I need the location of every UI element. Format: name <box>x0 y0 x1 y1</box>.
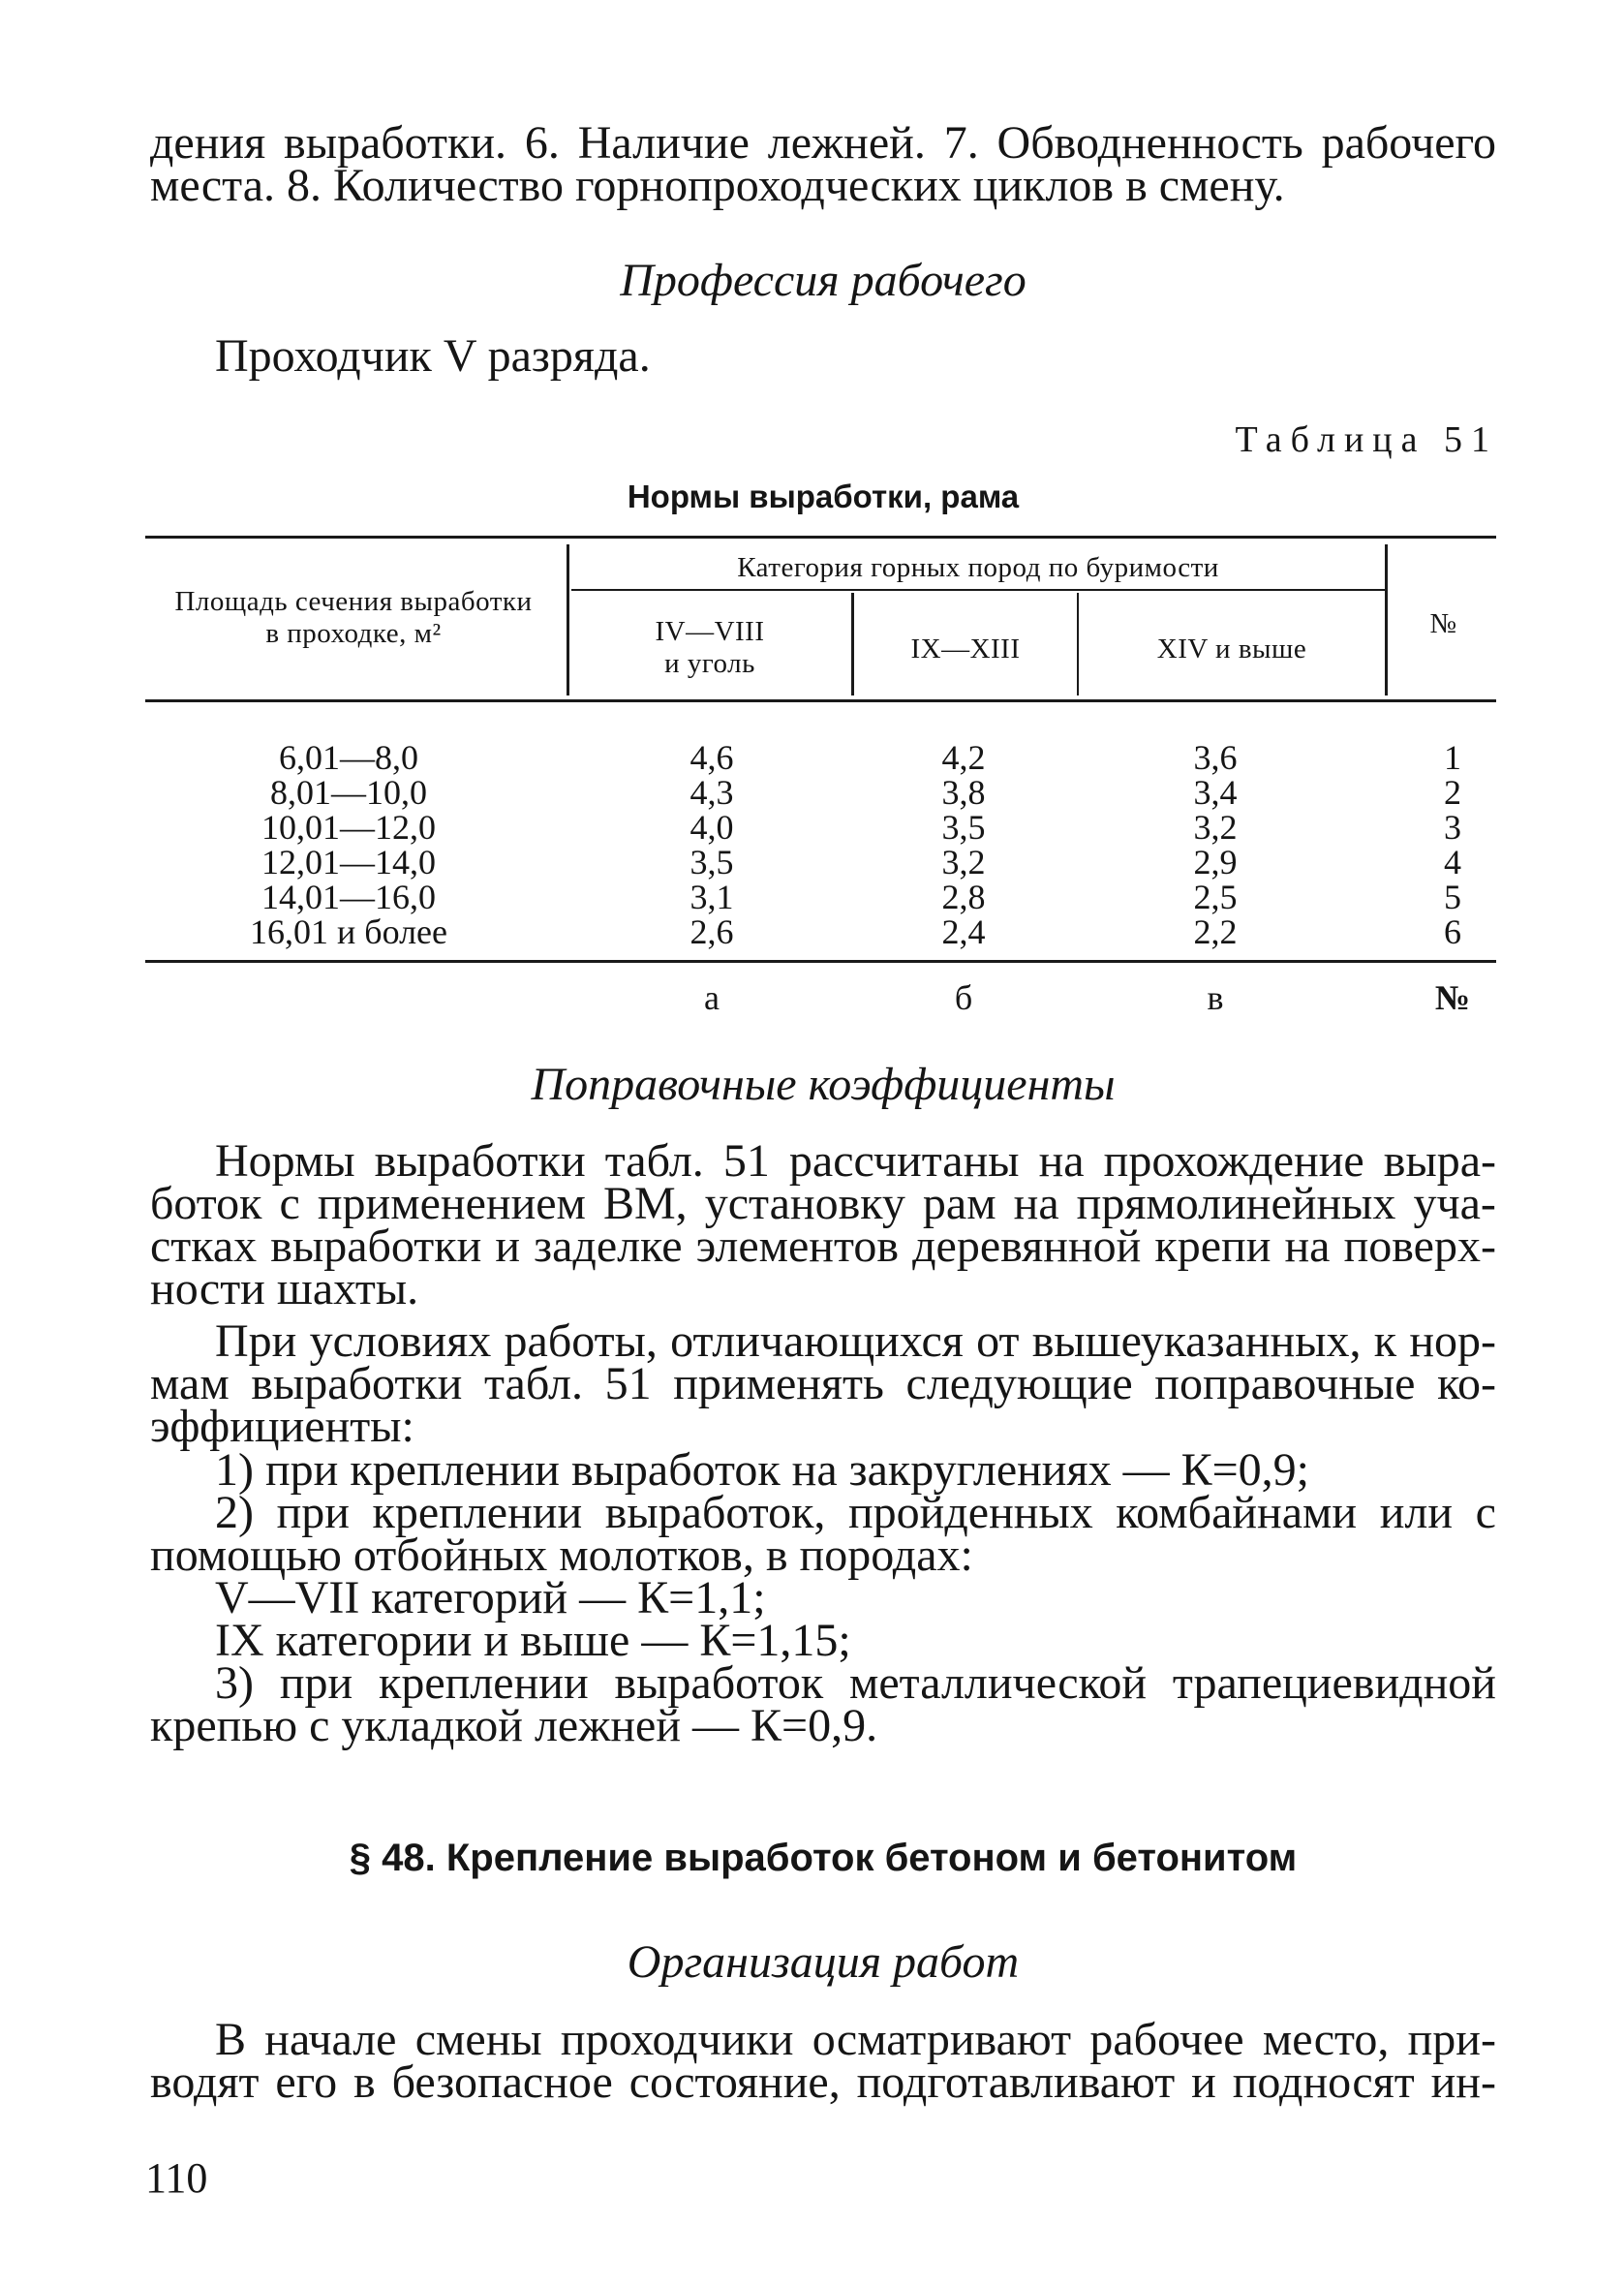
corrections-para2-line3: эффициенты: <box>150 1401 414 1452</box>
word: выработок, <box>604 1487 826 1538</box>
row-1-c: 3,6 <box>1193 738 1238 777</box>
word: крепи <box>1154 1221 1272 1272</box>
intro-line-2: места. 8. Количество горнопроходческих циклов в смену. <box>150 160 1285 211</box>
word: выработки <box>270 1221 482 1272</box>
word: табл. <box>483 1358 583 1409</box>
col-a-header <box>571 616 848 681</box>
word: поправочные <box>1154 1358 1416 1409</box>
vline-a <box>851 593 854 695</box>
word: дения <box>150 117 266 169</box>
word: рабочее <box>1089 2014 1244 2065</box>
item-2-line2: помощью отбойных молотков, в породах: <box>150 1530 973 1581</box>
row-3-c: 3,2 <box>1193 808 1238 847</box>
word: поверх- <box>1343 1221 1496 1272</box>
word: 51 <box>604 1358 652 1409</box>
row-5-area: 14,01—16,0 <box>261 878 436 916</box>
row-1-area: 6,01—8,0 <box>279 738 418 777</box>
header-bottom-rule <box>145 699 1496 702</box>
word: Нормы <box>215 1135 355 1187</box>
org-heading: Организация работ <box>627 1936 1020 1988</box>
col-a-header-line2: и уголь <box>664 648 755 680</box>
row-6-c: 2,2 <box>1193 912 1238 951</box>
footer-c: в <box>1207 978 1224 1017</box>
row-4-a: 3,5 <box>689 843 734 881</box>
col-num-header: № <box>1429 608 1457 639</box>
word: применять <box>673 1358 884 1409</box>
vline-c <box>1385 544 1388 695</box>
word: трапециевидной <box>1172 1657 1496 1709</box>
word: и <box>1191 2056 1216 2108</box>
word: на <box>1284 1221 1331 1272</box>
row-2-c: 3,4 <box>1193 773 1238 812</box>
row-5-b: 2,8 <box>941 878 986 916</box>
word: осматривают <box>812 2014 1072 2065</box>
word: при <box>276 1487 350 1538</box>
word: работы, <box>504 1315 658 1367</box>
row-3-b: 3,5 <box>941 808 986 847</box>
row-6-area: 16,01 и более <box>249 912 448 951</box>
word: водят <box>150 2056 260 2108</box>
table-bottom-rule <box>145 960 1496 963</box>
table-top-rule <box>145 536 1496 539</box>
row-6-n: 6 <box>1444 912 1461 951</box>
row-3-area: 10,01—12,0 <box>261 808 436 847</box>
word: смены <box>414 2014 542 2065</box>
word: подготавливают <box>856 2056 1176 2108</box>
row-5-n: 5 <box>1444 878 1461 916</box>
word: прямолинейных <box>1076 1178 1396 1229</box>
item-2-sub1: V—VII категорий — К=1,1; <box>215 1572 766 1623</box>
category-underline <box>571 589 1385 591</box>
word: выра- <box>1383 1135 1496 1187</box>
row-1-n: 1 <box>1444 738 1461 777</box>
row-2-n: 2 <box>1444 773 1461 812</box>
col-c-header: XIV и выше <box>1156 634 1307 664</box>
word: рассчитаны <box>788 1135 1020 1187</box>
col-b-header: IX—XIII <box>910 634 1021 664</box>
row-5-c: 2,5 <box>1193 878 1238 916</box>
word: от <box>976 1315 1020 1367</box>
vline-b <box>1077 593 1079 695</box>
row-6-a: 2,6 <box>689 912 734 951</box>
word: безопасное <box>391 2056 613 2108</box>
word: нор- <box>1409 1315 1496 1367</box>
section-heading: § 48. Крепление выработок бетоном и бетонитом <box>349 1837 1298 1879</box>
footer-a: а <box>704 978 720 1017</box>
item-3-line2: крепью с укладкой лежней — К=0,9. <box>150 1700 878 1751</box>
vline-area <box>567 544 569 695</box>
word: ин- <box>1430 2056 1496 2108</box>
row-6-b: 2,4 <box>941 912 986 951</box>
word: заделке <box>534 1221 683 1272</box>
area-header <box>145 586 562 651</box>
row-3-n: 3 <box>1444 808 1461 847</box>
word: В <box>215 2014 247 2065</box>
word: подносят <box>1232 2056 1415 2108</box>
word: табл. <box>604 1135 704 1187</box>
word: при- <box>1407 2014 1496 2065</box>
footer-n: № <box>1434 978 1471 1017</box>
row-4-c: 2,9 <box>1193 843 1238 881</box>
word: и <box>495 1221 521 1272</box>
word: выработки. <box>284 117 507 169</box>
word: с <box>279 1178 300 1229</box>
word: металлической <box>848 1657 1148 1709</box>
profession-text: Проходчик V разряда. <box>215 330 651 382</box>
row-5-a: 3,1 <box>689 878 734 916</box>
page-number: 110 <box>145 2154 208 2202</box>
word: уча- <box>1413 1178 1496 1229</box>
row-2-area: 8,01—10,0 <box>270 773 427 812</box>
word: начале <box>264 2014 397 2065</box>
table-title: Нормы выработки, рама <box>627 479 1020 514</box>
org-para-line2 <box>150 2056 1496 2108</box>
word: мам <box>150 1358 230 1409</box>
word: выработки <box>251 1358 463 1409</box>
word: ВМ, <box>602 1178 688 1229</box>
word: 6. <box>524 117 560 169</box>
word: место, <box>1262 2014 1390 2065</box>
word: применением <box>317 1178 586 1229</box>
word: рам <box>922 1178 996 1229</box>
word: выработки <box>374 1135 586 1187</box>
word: ко- <box>1437 1358 1496 1409</box>
word: При <box>215 1315 297 1367</box>
item-1: 1) при креплении выработок на закруглениях — К=0,9; <box>215 1444 1309 1496</box>
col-a-header-line1: IV—VIII <box>655 616 765 647</box>
footer-b: б <box>954 978 973 1017</box>
word: пройденных <box>847 1487 1093 1538</box>
word: креплении <box>372 1487 583 1538</box>
row-4-n: 4 <box>1444 843 1461 881</box>
corrections-para1-line4: ности шахты. <box>150 1263 419 1314</box>
word: в <box>353 2056 376 2108</box>
item-2-sub2: IX категории и выше — К=1,15; <box>215 1615 851 1666</box>
word: к <box>1373 1315 1397 1367</box>
row-2-b: 3,8 <box>941 773 986 812</box>
word: боток <box>150 1178 262 1229</box>
word: элементов <box>695 1221 899 1272</box>
word: комбайнами <box>1116 1487 1358 1538</box>
word: выработок <box>614 1657 824 1709</box>
word: 2) <box>215 1487 254 1538</box>
row-4-area: 12,01—14,0 <box>261 843 436 881</box>
word: на <box>1013 1178 1059 1229</box>
word: 7. <box>943 117 979 169</box>
word: креплении <box>379 1657 589 1709</box>
word: установку <box>704 1178 905 1229</box>
word: или <box>1379 1487 1454 1538</box>
word: его <box>275 2056 338 2108</box>
word: вышеуказанных, <box>1031 1315 1362 1367</box>
word: отличающихся <box>670 1315 964 1367</box>
word: при <box>279 1657 353 1709</box>
row-1-b: 4,2 <box>941 738 986 777</box>
row-3-a: 4,0 <box>689 808 734 847</box>
word: 3) <box>215 1657 254 1709</box>
corrections-heading: Поправочные коэффициенты <box>531 1059 1116 1110</box>
word: проходчики <box>560 2014 794 2065</box>
word: лежней. <box>767 117 926 169</box>
category-header: Категория горных пород по буримости <box>737 552 1219 583</box>
word: прохождение <box>1103 1135 1364 1187</box>
word: стках <box>150 1221 258 1272</box>
word: условиях <box>309 1315 492 1367</box>
row-1-a: 4,6 <box>689 738 734 777</box>
area-header-line2: в проходке, м² <box>265 618 442 650</box>
word: Наличие <box>577 117 750 169</box>
word: 51 <box>722 1135 770 1187</box>
word: с <box>1475 1487 1496 1538</box>
profession-heading: Профессия рабочего <box>620 255 1026 306</box>
word: рабочего <box>1321 117 1496 169</box>
table-number: Таблица 51 <box>1235 419 1498 460</box>
word: на <box>1038 1135 1085 1187</box>
row-2-a: 4,3 <box>689 773 734 812</box>
word: состояние, <box>628 2056 841 2108</box>
row-4-b: 3,2 <box>941 843 986 881</box>
word: деревянной <box>912 1221 1142 1272</box>
word: Обводненность <box>996 117 1303 169</box>
area-header-line1: Площадь сечения выработки <box>174 586 533 617</box>
word: следующие <box>905 1358 1133 1409</box>
